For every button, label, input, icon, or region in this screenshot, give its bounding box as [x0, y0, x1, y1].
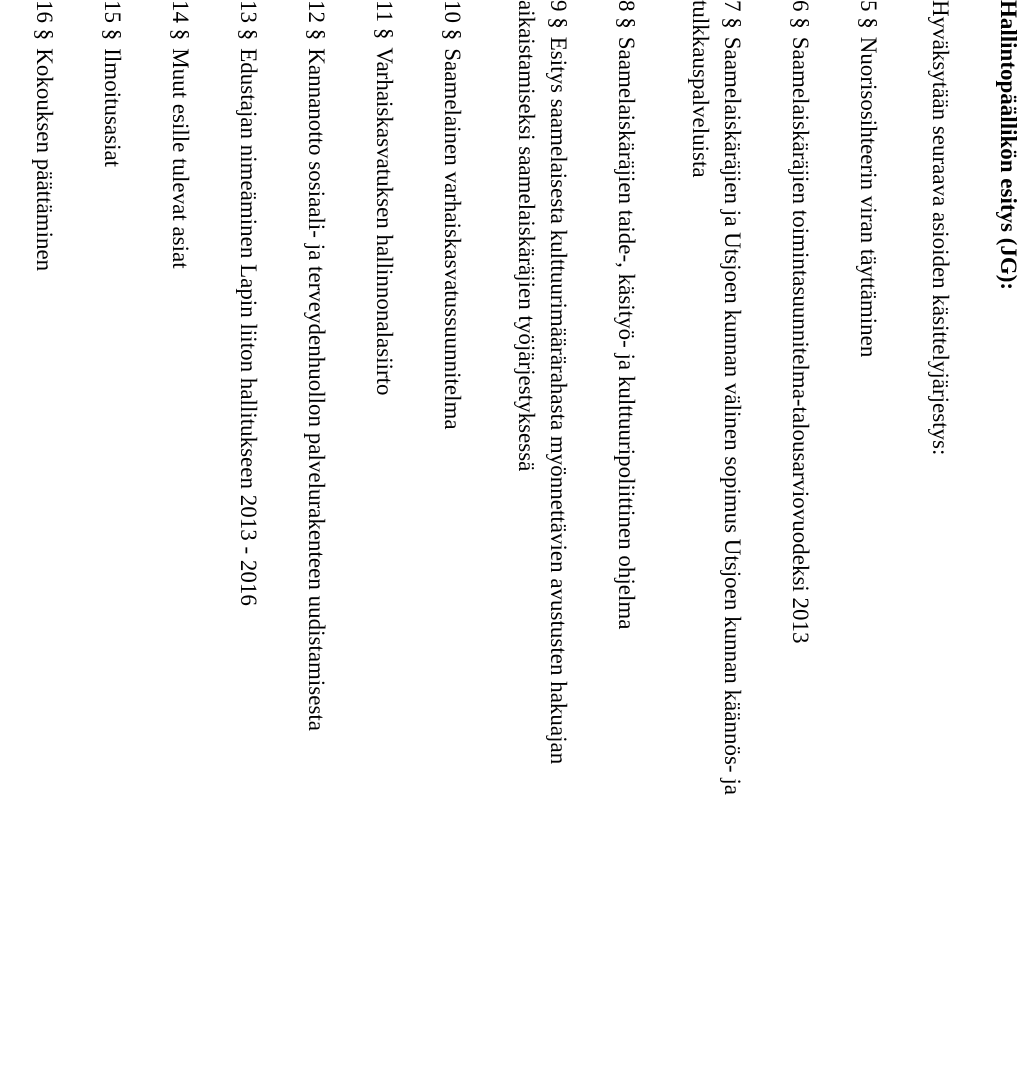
- agenda-item-text: Ilmoitusasiat: [100, 48, 125, 168]
- agenda-item-text: Saamelaiskäräjien taide-, käsityö- ja kulttuuripoliittinen ohjelma: [614, 36, 639, 630]
- agenda-item-16: [30, 0, 58, 271]
- agenda-item-7: [718, 0, 746, 795]
- agenda-item-number: 11 §: [372, 0, 397, 40]
- agenda-item-9: [544, 0, 572, 764]
- agenda-item-text: Kannanotto sosiaali- ja terveydenhuollon palvelurakenteen uudistamisesta: [304, 48, 329, 732]
- agenda-item-number: 7 §: [720, 0, 745, 29]
- agenda-item-number: 5 §: [856, 0, 881, 29]
- agenda-item-10: [438, 0, 466, 430]
- agenda-item-text: Edustajan nimeäminen Lapin liiton hallitukseen 2013 - 2016: [236, 48, 261, 606]
- agenda-item-number: 12 §: [304, 0, 329, 41]
- agenda-item-5: [854, 0, 882, 357]
- document-intro: Hyväksytään seuraava asioiden käsittelyjärjestys:: [928, 0, 953, 456]
- agenda-item-9-continuation: aikaistamiseksi saamelaiskäräjien työjärjestyksessä: [514, 0, 539, 472]
- agenda-item-14: [166, 0, 194, 269]
- agenda-item-text: Nuorisosihteerin viran täyttäminen: [856, 36, 881, 358]
- agenda-item-15: [98, 0, 126, 167]
- agenda-item-number: 10 §: [440, 0, 465, 41]
- agenda-item-text: Muut esille tulevat asiat: [168, 48, 193, 269]
- agenda-item-number: 15 §: [100, 0, 125, 41]
- agenda-item-number: 6 §: [788, 0, 813, 29]
- agenda-item-text: Saamelainen varhaiskasvatussuunnitelma: [440, 48, 465, 430]
- agenda-item-11: [370, 0, 398, 396]
- agenda-item-number: 16 §: [32, 0, 57, 41]
- agenda-item-number: 13 §: [236, 0, 261, 41]
- agenda-item-12: [302, 0, 330, 731]
- agenda-item-text: Varhaiskasvatuksen hallinnonalasiirto: [372, 47, 397, 396]
- agenda-item-8: [612, 0, 640, 629]
- agenda-item-7-continuation: tulkkauspalveluista: [688, 0, 713, 178]
- agenda-item-number: 14 §: [168, 0, 193, 41]
- agenda-item-text: Esitys saamelaisesta kulttuurimäärärahasta myönnettävien avustusten hakuajan: [546, 36, 571, 765]
- agenda-item-number: 9 §: [546, 0, 571, 29]
- agenda-item-text: Saamelaiskäräjien ja Utsjoen kunnan välinen sopimus Utsjoen kunnan käännös- ja: [720, 36, 745, 795]
- agenda-item-6: [786, 0, 814, 644]
- agenda-item-number: 8 §: [614, 0, 639, 29]
- agenda-item-13: [234, 0, 262, 606]
- agenda-item-text: Kokouksen päättäminen: [32, 48, 57, 272]
- document-heading: Hallintopäällikön esitys (JG):: [996, 0, 1021, 291]
- agenda-item-text: Saamelaiskäräjien toimintasuunnitelma-talousarviovuodeksi 2013: [788, 36, 813, 644]
